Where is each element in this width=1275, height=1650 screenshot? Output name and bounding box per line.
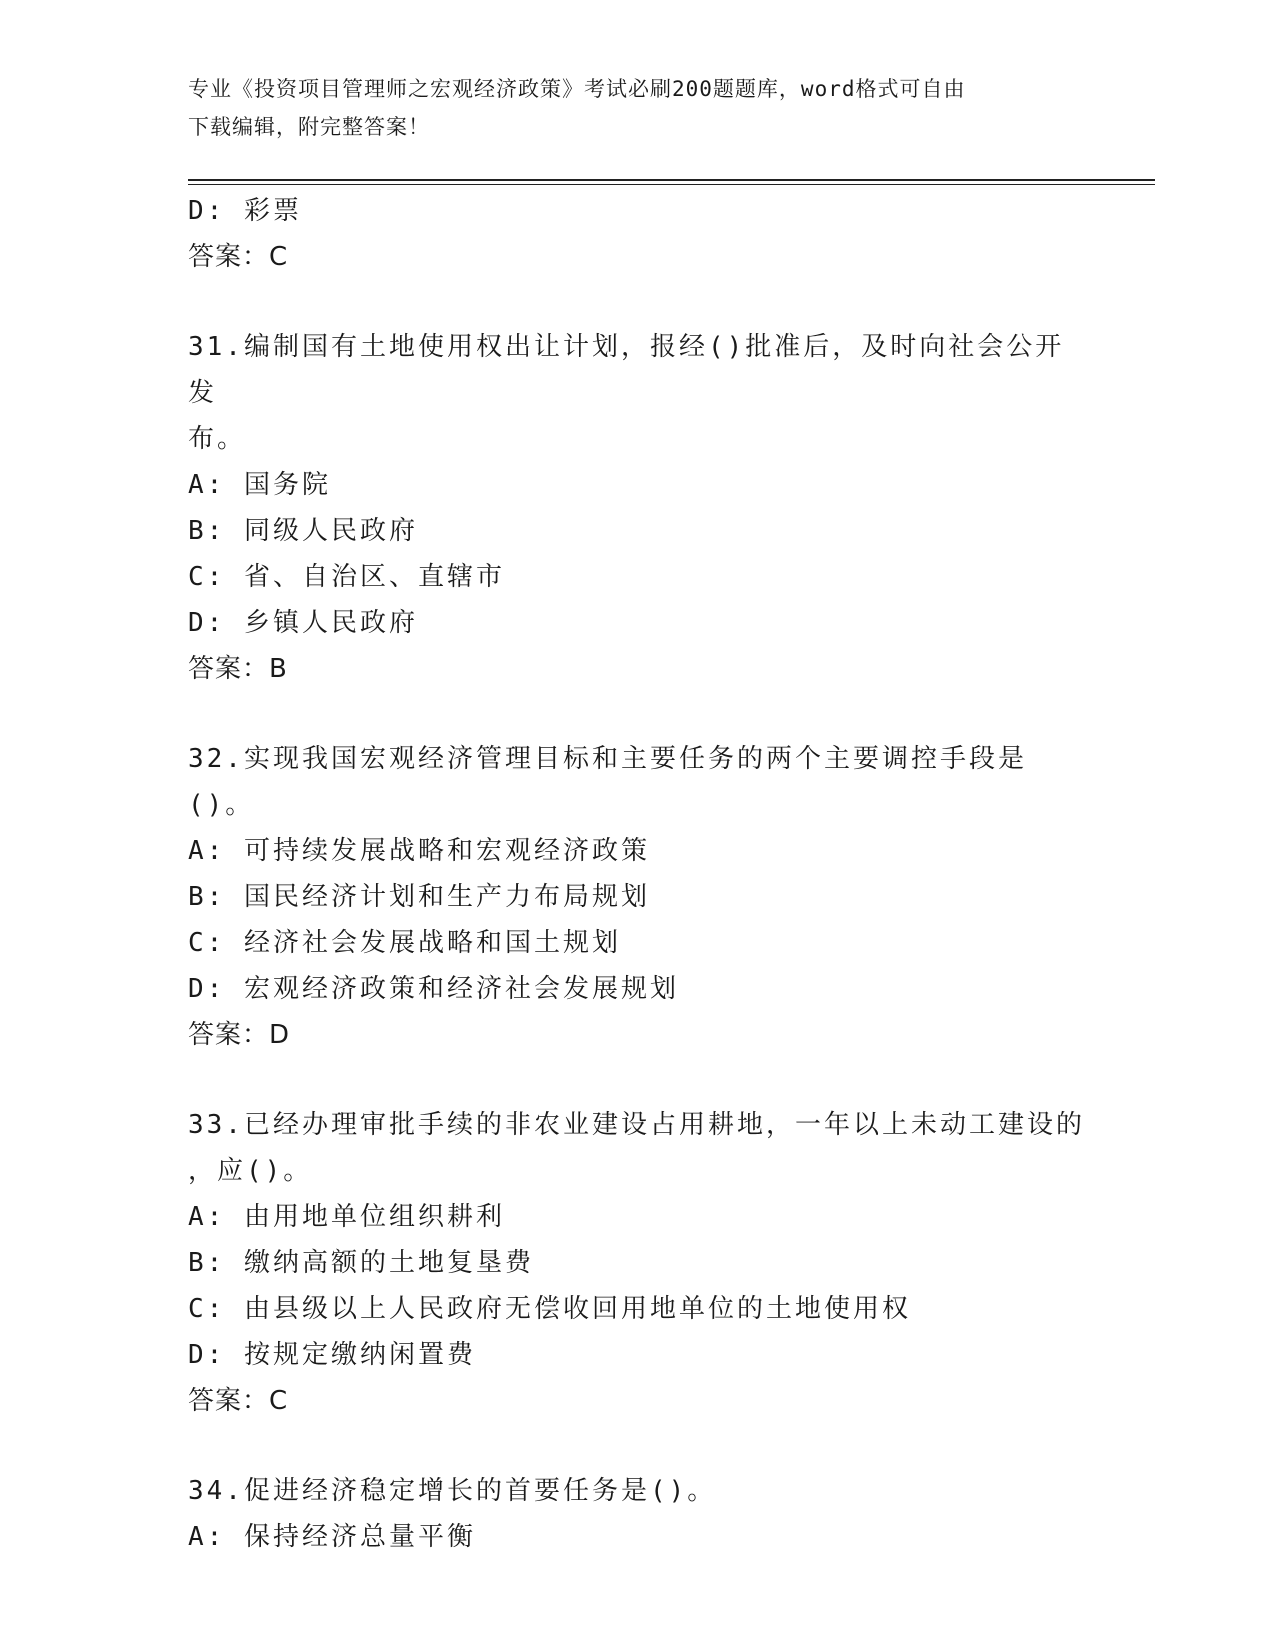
option-d: D: 彩票 xyxy=(188,196,302,226)
option-b: B: 同级人民政府 xyxy=(188,516,418,546)
answer-line: 答案：D xyxy=(188,1020,291,1050)
previous-question-tail xyxy=(188,188,1088,280)
header-line-1: 专业《投资项目管理师之宏观经济政策》考试必刷200题题库，word格式可自由 xyxy=(188,77,966,101)
question-text-line-2: ，应()。 xyxy=(188,1156,313,1186)
question-list xyxy=(188,188,1088,1560)
page-header xyxy=(188,70,1068,146)
option-a: A: 可持续发展战略和宏观经济政策 xyxy=(188,836,650,866)
option-b: B: 国民经济计划和生产力布局规划 xyxy=(188,882,650,912)
header-rule-thick xyxy=(188,179,1155,181)
question-34 xyxy=(188,1468,1088,1560)
option-a: A: 国务院 xyxy=(188,470,331,500)
question-text-line-1: 32.实现我国宏观经济管理目标和主要任务的两个主要调控手段是()。 xyxy=(188,744,1027,820)
option-d: D: 按规定缴纳闲置费 xyxy=(188,1340,476,1370)
answer-line: 答案：C xyxy=(188,242,289,272)
option-a: A: 保持经济总量平衡 xyxy=(188,1522,476,1552)
question-text-line-2: 布。 xyxy=(188,424,247,454)
option-c: C: 经济社会发展战略和国土规划 xyxy=(188,928,621,958)
option-a: A: 由用地单位组织耕利 xyxy=(188,1202,505,1232)
answer-line: 答案：C xyxy=(188,1386,289,1416)
option-c: C: 由县级以上人民政府无偿收回用地单位的土地使用权 xyxy=(188,1294,911,1324)
option-d: D: 宏观经济政策和经济社会发展规划 xyxy=(188,974,679,1004)
question-32 xyxy=(188,736,1088,1058)
question-31 xyxy=(188,324,1088,692)
option-b: B: 缴纳高额的土地复垦费 xyxy=(188,1248,534,1278)
option-d: D: 乡镇人民政府 xyxy=(188,608,418,638)
header-line-2: 下载编辑，附完整答案！ xyxy=(188,115,430,139)
question-33 xyxy=(188,1102,1088,1424)
question-text-line-1: 33.已经办理审批手续的非农业建设占用耕地，一年以上未动工建设的 xyxy=(188,1110,1085,1140)
option-c: C: 省、自治区、直辖市 xyxy=(188,562,505,592)
header-rule-thin xyxy=(188,184,1155,185)
answer-line: 答案：B xyxy=(188,654,288,684)
question-text-line-1: 34.促进经济稳定增长的首要任务是()。 xyxy=(188,1476,717,1506)
question-text-line-1: 31.编制国有土地使用权出让计划，报经()批准后，及时向社会公开发 xyxy=(188,332,1065,408)
